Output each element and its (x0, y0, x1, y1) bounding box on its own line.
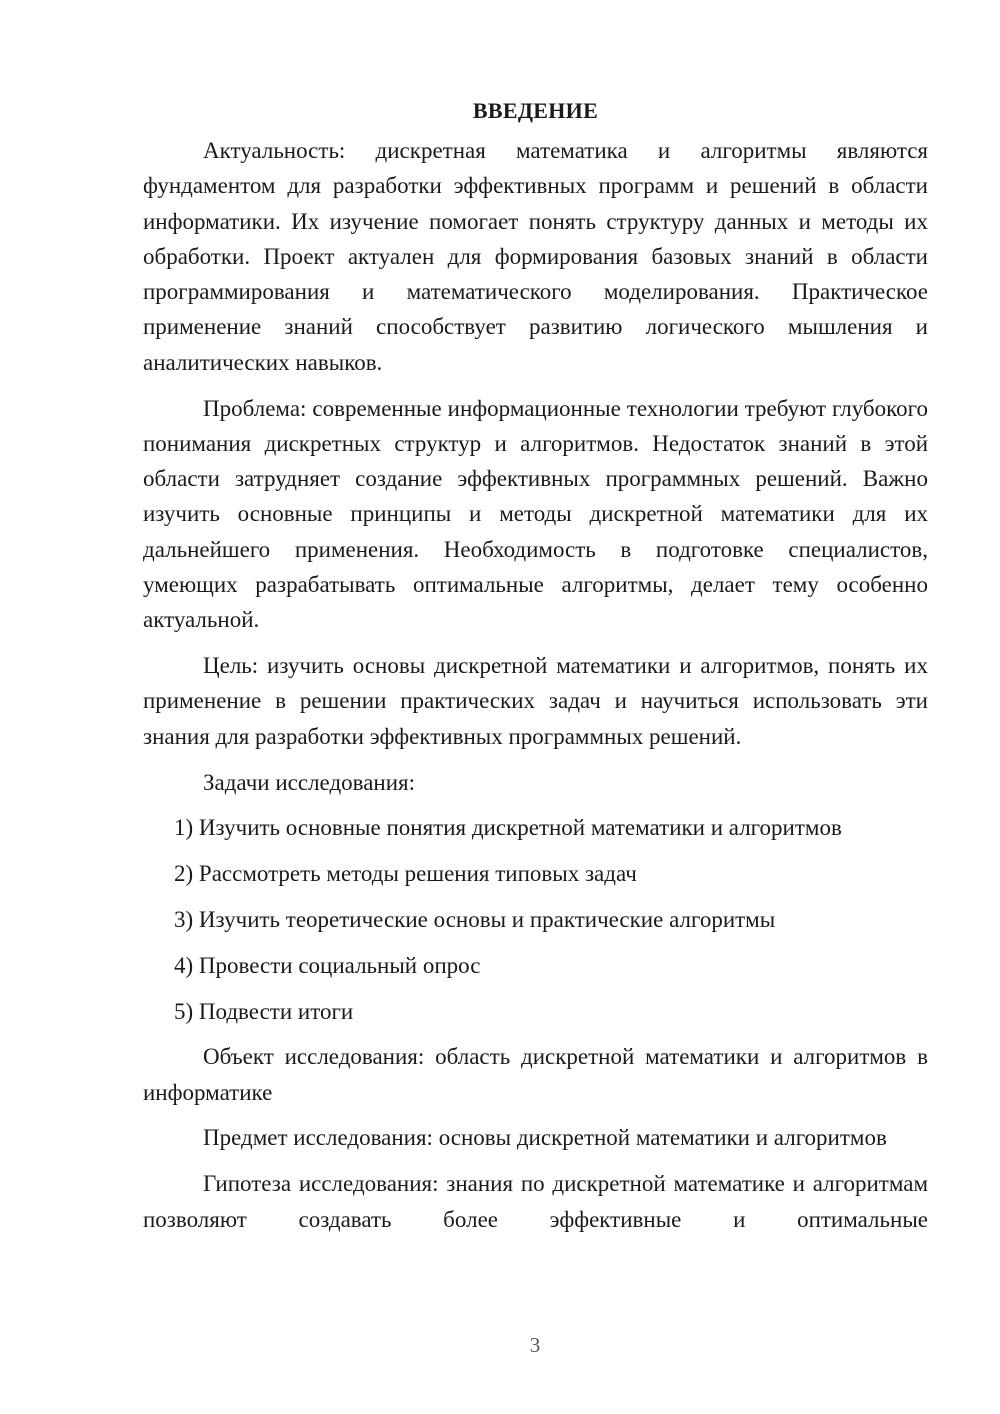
page-number: 3 (529, 1333, 541, 1357)
relevance-paragraph: Актуальность: дискретная математика и алгоритмы являются фундаментом для разработки эффективных программ и решений в области информатики. Их изучение помогает понять структуру данных и методы их обработки. Проект актуален для формирования базовых знаний в области программирования и математического моделирования. Практическое применение знаний способствует развитию логического мышления и аналитических навыков. (143, 138, 928, 375)
subject-paragraph: Предмет исследования: основы дискретной математики и алгоритмов (203, 1125, 887, 1151)
task-item-3: 3) Изучить теоретические основы и практические алгоритмы (174, 906, 776, 932)
goal-paragraph: Цель: изучить основы дискретной математики и алгоритмов, понять их применение в решении практических задач и научиться использовать эти знания для разработки эффективных программных решений. (143, 653, 928, 749)
task-item-1: 1) Изучить основные понятия дискретной математики и алгоритмов (174, 815, 842, 841)
object-paragraph: Объект исследования: область дискретной математики и алгоритмов в информатике (143, 1044, 928, 1105)
task-item-4: 4) Провести социальный опрос (174, 952, 481, 978)
task-item-5: 5) Подвести итоги (174, 998, 354, 1024)
tasks-list (143, 810, 928, 1028)
hypothesis-paragraph: Гипотеза исследования: знания по дискретной математике и алгоритмам позволяют создавать более эффективные и оптимальные (143, 1171, 928, 1232)
task-item-2: 2) Рассмотреть методы решения типовых задач (174, 861, 637, 887)
page-content (143, 96, 928, 1247)
page-title: ВВЕДЕНИЕ (472, 98, 599, 123)
tasks-heading: Задачи исследования: (203, 769, 416, 795)
problem-paragraph: Проблема: современные информационные технологии требуют глубокого понимания дискретных структур и алгоритмов. Недостаток знаний в этой области затрудняет создание эффективных программных решений. Важно изучить основные принципы и методы дискретной математики для их дальнейшего применения. Необходимость в подготовке специалистов, умеющих разрабатывать оптимальные алгоритмы, делает тему особенно актуальной. (143, 395, 928, 633)
